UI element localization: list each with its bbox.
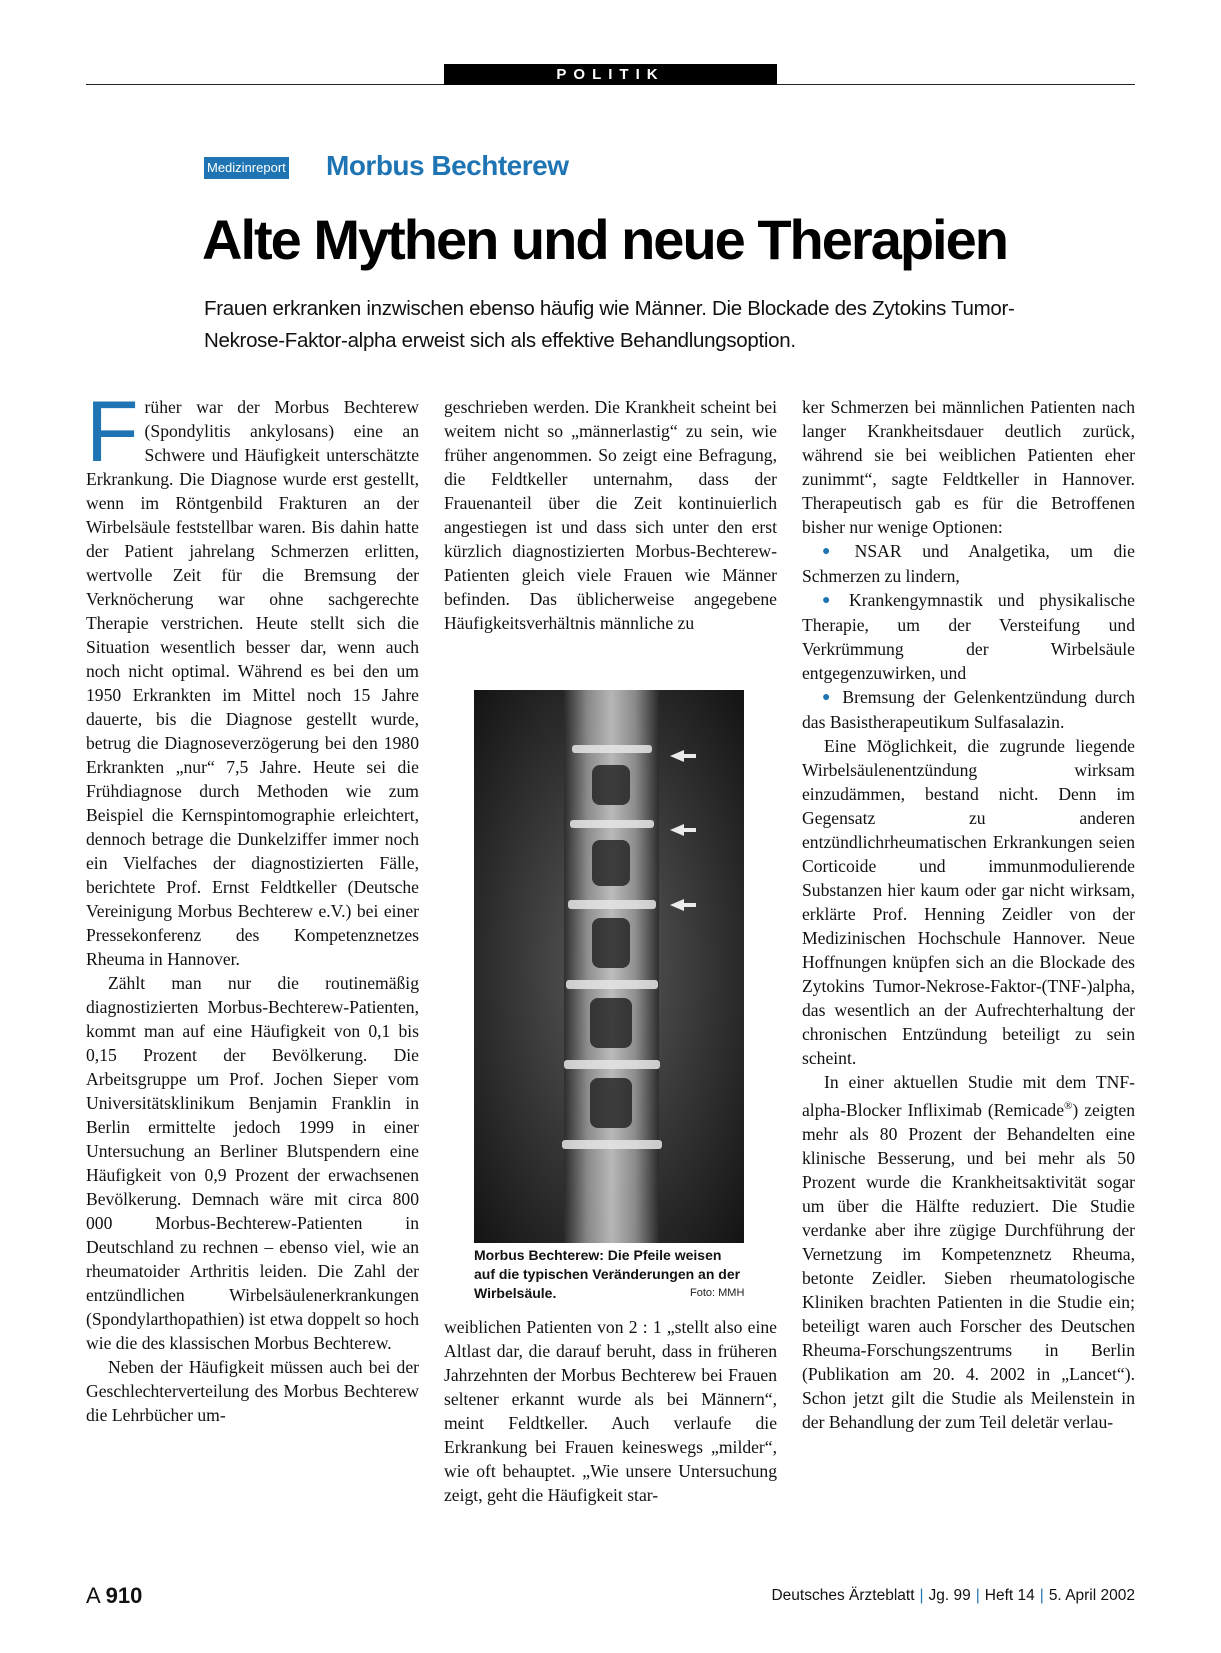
section-label: POLITIK (444, 64, 777, 85)
bullet-icon: ● (822, 544, 847, 559)
subheadline: Frauen erkranken inzwischen ebenso häufig wie Männer. Die Blockade des Zytokins Tumor-Nekrose-Faktor-alpha erweist sich als effektive Behandlungsoption. (204, 297, 1015, 352)
registered-mark: ® (1064, 1100, 1073, 1112)
list-item-text: NSAR und Analgetika, um die Schmerzen zu lindern, (802, 541, 1135, 586)
paragraph: ker Schmerzen bei männlichen Patienten nach langer Krankheitsdauer deutlich zurück, während sie bei weiblichen Patienten eher zunimmt“, sagte Feldtkeller in Hannover. Therapeutisch gab es für die Betroffenen bisher nur wenige Optionen: (802, 397, 1135, 537)
paragraph (86, 384, 419, 971)
paragraph: weiblichen Patienten von 2 : 1 „stellt also eine Altlast dar, die darauf beruht, dass in früheren Jahrzehnten der Morbus Bechterew bei Frauen seltener erkannt wurde als bei Männern“, meint Feldtkeller. Auch verlaufe die Erkrankung bei Frauen keineswegs „milder“, wie oft behauptet. „Wie unsere Untersuchung zeigt, geht die Häufigkeit star- (444, 1317, 777, 1505)
paragraph: Zählt man nur die routinemäßig diagnostizierten Morbus-Bechterew-Patienten, kommt man auf eine Häufigkeit von 0,1 bis 0,15 Prozent der Bevölkerung. Die Arbeitsgruppe um Prof. Jochen Sieper vom Universitätsklinikum Benjamin Franklin in Berlin ermittelte jedoch 1999 in einer Untersuchung an Berliner Blutspendern eine Häufigkeit von 0,9 Prozent der erwachsenen Bevölkerung. Demnach wäre mit circa 800 000 Morbus-Bechterew-Patienten in Deutschland zu rechnen – ebenso viel, wie an rheumatoider Arthritis leiden. Die Zahl der entzündlichen Wirbelsäulenerkrankungen (Spondylarthopathien) ist etwa doppelt so hoch wie die des klassischen Morbus Bechterew. (86, 973, 419, 1353)
paragraph: geschrieben werden. Die Krankheit scheint bei weitem nicht so „männerlastig“ zu sein, wie früher angenommen. So zeigt eine Befragung, die Feldtkeller unternahm, dass der Frauenanteil über die Zeit kontinuierlich angestiegen ist und dass sich unter den erst kürzlich diagnostizierten Morbus-Bechterew-Patienten gleich viele Frauen wie Männer befinden. Das üblicherweise angegebene Häufigkeitsverhältnis männliche zu (444, 397, 777, 633)
journal-name: Deutsches Ärzteblatt (771, 1587, 915, 1604)
bullet-icon: ● (822, 593, 842, 608)
page-prefix: A (86, 1583, 100, 1608)
separator: | (1039, 1587, 1044, 1604)
separator: | (975, 1587, 980, 1604)
column-1 (86, 384, 419, 1427)
photo-credit: Foto: MMH (690, 1287, 745, 1299)
drop-cap: F (86, 384, 139, 480)
paragraph: Neben der Häufigkeit müssen auch bei der Geschlechterverteilung des Morbus Bechterew die Lehrbücher um- (86, 1357, 419, 1425)
bullet-icon: ● (822, 690, 835, 705)
column-3 (802, 395, 1135, 1434)
paragraph-text: rüher war der Morbus Bechterew (Spondylitis ankylosans) eine an Schwere und Häufigkeit unterschätzte Erkrankung. Die Diagnose wurde erst gestellt, wenn im Röntgenbild Frakturen an der Wirbelsäule feststellbar waren. Bis dahin hatte der Patient jahrelang Schmerzen erlitten, wertvolle Zeit für die Bremsung der Verknöcherung war ohne sachgerechte Therapie verstrichen. Heute stellt sich die Situation wesentlich besser dar, wenn auch noch nicht optimal. Während es bei den um 1950 Erkrankten im Mittel noch 15 Jahre dauerte, bis die Diagnose gestellt wurde, betrug die Diagnoseverzögerung bei den 1980 Erkrankten „nur“ 7,5 Jahre. Heute sei die Frühdiagnose durch Methoden wie zum Beispiel die Kernspintomographie erleichtert, dennoch betrage die Dunkelziffer immer noch ein Vielfaches der diagnostizierten Fälle, berichtete Prof. Ernst Feldtkeller (Deutsche Vereinigung Morbus Bechterew e.V.) bei einer Pressekonferenz des Kompetenznetzes Rheuma in Hannover. (86, 397, 419, 969)
headline: Alte Mythen und neue Therapien (202, 208, 1007, 271)
figure-caption: Morbus Bechterew: Die Pfeile weisen auf die typischen Veränderungen an der Wirbelsäule. (474, 1247, 741, 1301)
list-item (802, 685, 1135, 734)
list-item (802, 539, 1135, 588)
paragraph-text: In einer aktuellen Studie mit dem TNF-alpha-Blocker Infliximab (Remicade (802, 1072, 1135, 1120)
column-2 (444, 395, 777, 635)
spine-xray-illustration (474, 690, 744, 1243)
list-item-text: Bremsung der Gelenkentzündung durch das Basistherapeutikum Sulfasalazin. (802, 687, 1135, 732)
kicker: Morbus Bechterew (326, 150, 569, 181)
issue: Heft 14 (984, 1587, 1035, 1604)
xray-image (474, 690, 744, 1243)
journal-footer (771, 1587, 1135, 1605)
volume: Jg. 99 (928, 1587, 971, 1604)
issue-date: 5. April 2002 (1048, 1587, 1135, 1604)
paragraph (802, 1070, 1135, 1434)
list-item (802, 588, 1135, 685)
page-number (86, 1583, 142, 1609)
column-2-continued (444, 1315, 777, 1507)
page-number-value: 910 (105, 1583, 143, 1608)
separator: | (919, 1587, 924, 1604)
paragraph: Eine Möglichkeit, die zugrunde liegende Wirbelsäulenentzündung wirksam einzudämmen, bestand nicht. Denn im Gegensatz zu anderen entzündlichrheumatischen Erkrankungen seien Corticoide und immunmodulierende Substanzen hier kaum oder gar nicht wirksam, erklärte Prof. Henning Zeidler von der Medizinischen Hochschule Hannover. Neue Hoffnungen knüpfen sich an die Blockade des Zytokins Tumor-Nekrose-Faktor-(TNF-)alpha, das wesentlich an der Aufrechterhaltung der chronischen Entzündung beteiligt zu sein scheint. (802, 736, 1135, 1068)
rubric-tag: Medizinreport (204, 157, 289, 179)
list-item-text: Krankengymnastik und physikalische Therapie, um der Versteifung und Verkrümmung der Wirbelsäule entgegenzuwirken, und (802, 590, 1135, 683)
paragraph-text: ) zeigten mehr als 80 Prozent der Behandelten eine klinische Besserung, und bei mehr als 50 Prozent wurde die Krankheitsaktivität sogar um über die Hälfte reduziert. Die Studie verdanke aber ihre zügige Durchführung der Vernetzung im Kompetenznetz Rheuma, betonte Zeidler. Sieben rheumatologische Kliniken brachten Patienten in die Studie ein; beteiligt waren auch Forscher des Deutschen Rheuma-Forschungszentrums in Berlin (Publikation am 20. 4. 2002 in „Lancet“). Schon jetzt gilt die Studie als Meilenstein in der Behandlung der zum Teil deletär verlau- (802, 1099, 1135, 1432)
